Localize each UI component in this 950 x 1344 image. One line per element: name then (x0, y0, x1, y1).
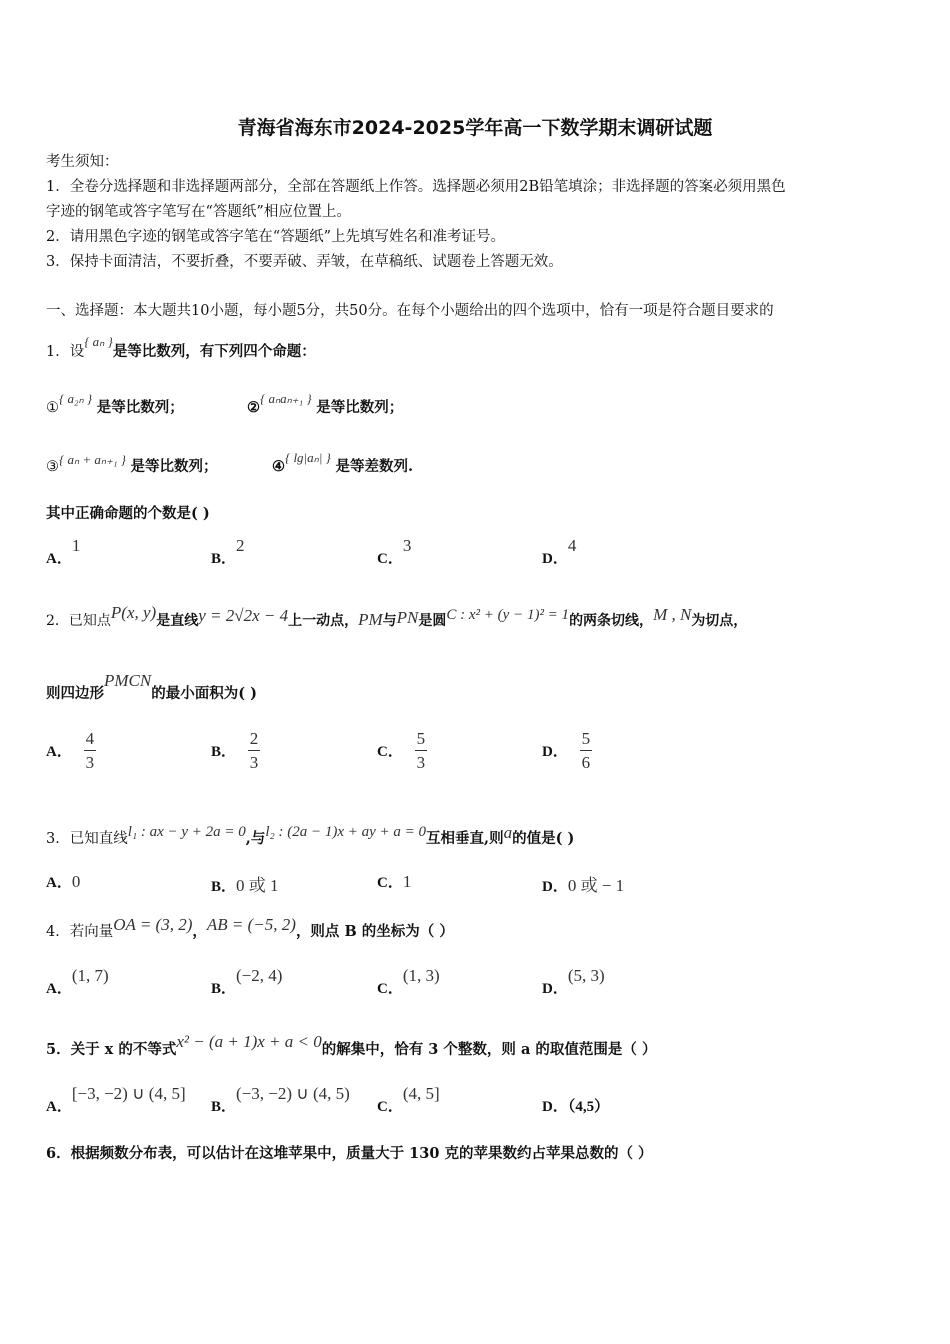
q4-ab-math: AB = (−5, 2) (206, 915, 296, 934)
q2-text-3: 与 (382, 613, 397, 629)
q3-number: 3．已知直线 (46, 831, 128, 847)
option-label: A． (46, 1099, 72, 1115)
q1-claim-3-mark: ③ (46, 459, 59, 475)
option-label: B． (211, 879, 237, 895)
q2-circle-math: C : x² + (y − 1)² = 1 (446, 607, 570, 623)
q4-text-2: ，则点 B 的坐标为（ ） (295, 923, 454, 940)
option-value: 0 或 − 1 (567, 876, 625, 895)
option-label: A． (46, 551, 72, 567)
q2-quad-math: PMCN (104, 671, 152, 690)
option-label: D． (542, 551, 568, 567)
q5-text-1: 的解集中，恰有 3 个整数，则 a 的取值范围是（ ） (321, 1041, 657, 1058)
option-label: B． (211, 981, 237, 997)
q2-stem-line-2 (46, 671, 258, 706)
option-label: B． (211, 551, 237, 567)
option-label: B． (211, 744, 237, 760)
q4-oa-math: OA = (3, 2) (113, 915, 193, 934)
option-value: (−3, −2) ∪ (4, 5) (236, 1084, 350, 1103)
q1-option-a (46, 536, 81, 568)
fraction-denominator: 3 (416, 753, 426, 772)
q1-option-b (211, 536, 245, 568)
fraction-numerator: 5 (416, 729, 426, 748)
option-label: D． (542, 1099, 568, 1115)
q1-option-c (377, 536, 412, 568)
fraction-numerator: 4 (85, 729, 95, 748)
option-label: C． (377, 981, 403, 997)
option-label: D． (542, 879, 568, 895)
q1-claim-1-text: 是等比数列； (96, 399, 184, 416)
q3-l2-math: l₂ : (2a − 1)x + ay + a = 0 (265, 824, 427, 840)
option-fraction (248, 730, 260, 771)
q1-claim-1-math: { a₂ₙ } (59, 391, 93, 406)
option-value: 1 (71, 536, 81, 555)
q3-a-math: a (503, 823, 513, 842)
option-fraction (84, 730, 96, 771)
option-label: A． (46, 875, 72, 891)
notice-heading: 考生须知： (46, 154, 119, 170)
option-label: B． (211, 1099, 237, 1115)
option-label: A． (46, 744, 72, 760)
q1-claim-2-text: 是等比数列； (316, 399, 404, 416)
q5-ineq-math: x² − (a + 1)x + a < 0 (176, 1032, 322, 1051)
q4-number: 4．若向量 (46, 924, 114, 940)
option-value: 4 (567, 536, 577, 555)
q3-option-b (211, 871, 279, 896)
q3-text-3: 的值是( ) (512, 830, 575, 847)
q1-claim-4-math: { lg|aₙ| } (285, 450, 331, 465)
q1-claim-4-text: 是等差数列. (335, 458, 414, 475)
page-title: 青海省海东市2024-2025学年高一下数学期末调研试题 (237, 117, 713, 139)
q5-option-d (542, 1095, 609, 1116)
q2-text-5: 的两条切线， (569, 613, 654, 629)
option-label: C． (377, 744, 403, 760)
q1-claim-2-math: { aₙaₙ₊₁ } (260, 391, 312, 406)
notice-item-1-line-1: 1．全卷分选择题和非选择题两部分，全部在答题纸上作答。选择题必须用2B铅笔填涂；非选择题的答案必须用黑色 (46, 179, 786, 195)
q2-option-b (211, 730, 260, 771)
q2-text-1: 是直线 (156, 613, 199, 629)
q1-claim-2-mark: ② (247, 399, 260, 416)
notice-item-2: 2．请用黑色字迹的钢笔或答字笔在“答题纸”上先填写姓名和准考证号。 (46, 229, 506, 245)
option-label: D． (542, 744, 568, 760)
q2-option-a (46, 730, 96, 771)
q1-question: 其中正确命题的个数是( ) (46, 505, 210, 522)
q2-pn-math: PN (396, 608, 419, 627)
q2-point-math: P(x, y) (110, 603, 157, 622)
q4-text-1: ， (192, 923, 207, 940)
q2-pm-math: PM (358, 610, 383, 629)
fraction-denominator: 3 (249, 753, 259, 772)
option-label: D． (542, 981, 568, 997)
option-fraction (415, 730, 427, 771)
q1-option-d (542, 536, 577, 568)
q1-claim-4-mark: ④ (272, 458, 285, 475)
q5-number: 5．关于 x 的不等式 (46, 1041, 177, 1058)
q1-claim-2 (247, 391, 404, 421)
option-value: (1, 3) (402, 966, 440, 985)
q2-text-4: 是圆 (418, 613, 447, 629)
q6-stem: 6．根据频数分布表，可以估计在这堆苹果中，质量大于 130 克的苹果数约占苹果总数的（ ） (46, 1145, 653, 1162)
q3-option-d (542, 871, 624, 896)
q4-option-a (46, 966, 109, 998)
q1-claim-3-math: { aₙ + aₙ₊₁ } (59, 452, 126, 467)
q1-claim-1-mark: ① (46, 400, 59, 416)
q2-text-8: 的最小面积为( ) (151, 685, 258, 702)
section-heading: 一、选择题：本大题共10小题，每小题5分，共50分。在每个小题给出的四个选项中，恰有一项是符合题目要求的 (46, 303, 774, 319)
option-value: [−3, −2) ∪ (4, 5] (71, 1084, 186, 1103)
q2-line-math: y = 2√2x − 4 (198, 606, 289, 625)
option-value: (−2, 4) (236, 966, 283, 985)
option-value: (4, 5] (402, 1084, 440, 1103)
option-value: （4,5） (567, 1099, 610, 1115)
fraction-denominator: 6 (581, 753, 591, 772)
q2-text-6: 为切点， (691, 613, 748, 629)
notice-item-1-line-2: 字迹的钢笔或答字笔写在“答题纸”相应位置上。 (46, 204, 351, 220)
option-value: (5, 3) (567, 966, 605, 985)
q3-text-2: 互相垂直,则 (426, 830, 504, 847)
q4-option-d (542, 966, 605, 998)
q4-option-c (377, 966, 440, 998)
q1-claim-1 (46, 391, 184, 421)
option-fraction (580, 730, 592, 771)
option-value: 2 (236, 536, 245, 555)
fraction-denominator: 3 (85, 753, 95, 772)
q4-stem (46, 915, 454, 945)
option-value: 3 (402, 536, 412, 555)
q2-text-2: 上一动点， (288, 613, 359, 629)
q1-claim-3 (46, 454, 218, 480)
q3-option-c (377, 871, 411, 892)
q3-option-a (46, 871, 80, 892)
q4-option-b (211, 966, 283, 998)
option-value: 1 (402, 872, 412, 891)
fraction-numerator: 2 (249, 729, 259, 748)
q2-option-c (377, 730, 427, 771)
q5-option-a (46, 1084, 186, 1116)
q5-option-b (211, 1084, 350, 1116)
q1-stem (46, 334, 316, 365)
q2-text-7: 则四边形 (46, 685, 104, 702)
fraction-numerator: 5 (581, 729, 591, 748)
option-label: A． (46, 981, 72, 997)
q5-option-c (377, 1084, 440, 1116)
q1-stem-text: 是等比数列，有下列四个命题： (112, 343, 316, 360)
q5-stem (46, 1032, 657, 1063)
option-value: (1, 7) (71, 966, 109, 985)
option-label: C． (377, 875, 403, 891)
option-label: C． (377, 1099, 403, 1115)
q1-claim-3-text: 是等比数列； (130, 458, 218, 475)
q3-stem (46, 825, 574, 852)
q2-number: 2．已知点 (46, 613, 111, 629)
q1-number: 1．设 (46, 344, 85, 360)
option-label: C． (377, 551, 403, 567)
q1-seq-math: { aₙ } (84, 334, 113, 349)
q1-claim-4 (272, 450, 414, 480)
q3-text-1: ,与 (245, 830, 266, 847)
q2-stem-line-1 (46, 603, 748, 634)
option-value: 0 或 1 (236, 876, 279, 895)
q2-mn-math: M , N (653, 605, 692, 624)
q3-l1-math: l₁ : ax − y + 2a = 0 (127, 824, 246, 840)
option-value: 0 (71, 872, 81, 891)
q2-option-d (542, 730, 592, 771)
notice-item-3: 3．保持卡面清洁，不要折叠，不要弄破、弄皱，在草稿纸、试题卷上答题无效。 (46, 254, 563, 270)
